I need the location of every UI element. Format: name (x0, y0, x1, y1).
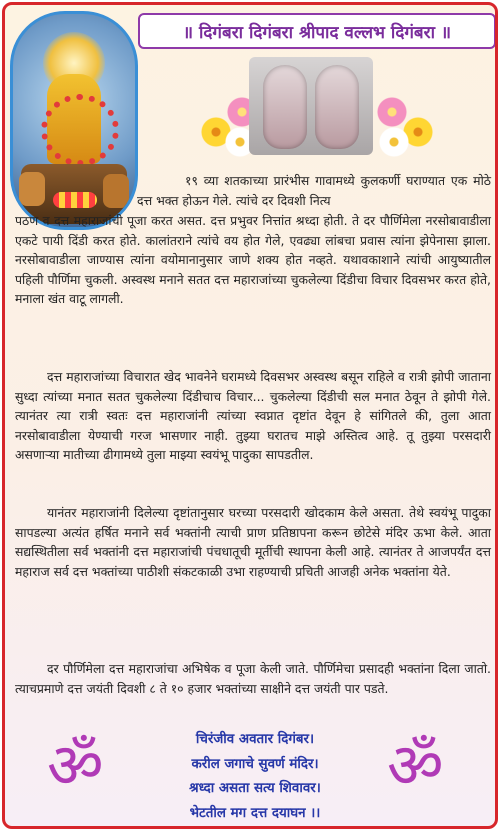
right-paduka (315, 65, 359, 149)
verse-line: श्रध्दा असता सत्य शिवावर। (189, 781, 321, 796)
verse-line: भेटतील मग दत्त दयाघन ।। (189, 805, 321, 821)
page-title: ॥ दिगंबरा दिगंबरा श्रीपाद वल्लभ दिगंबरा ॥ (138, 13, 496, 49)
om-icon: ॐ (387, 729, 444, 802)
flower-icon (379, 127, 409, 157)
verse-block (180, 728, 330, 826)
paragraph-4: दर पौर्णिमेला दत्त महाराजांचा अभिषेक व पूजा केली जाते. पौर्णिमेचा प्रसादही भक्तांना दिला जातो. त्याचप्रमाणे दत्त जयंती दिवशी ८ ते १० हजार भक्तांच्या साक्षीने दत्त जयंती पार पडते. (15, 661, 491, 696)
flower-icon (377, 97, 407, 127)
verse-line: करील जगाचे सुवर्ण मंदिर। (191, 756, 319, 772)
paragraph-2: दत्त महाराजांच्या विचारात खेद भावनेने घरामध्ये दिवसभर अस्वस्थ बसून राहिले व रात्री झोपी जाताना सुध्दा त्यांच्या मनात सतत चुकलेल्या दिंडीचाच विचार... चुकलेल्या दिंडीची सल मनात ठेवून ते झोपी गेले. त्यानंतर त्या रात्री स्वतः दत्त महाराजांनी त्यांच्या स्वप्नात दृष्टांत देवून हे सांगितले की, तुला आता नरसोबावाडीला येण्याची गरज भासणार नाही. तुझ्या घरातच माझे अस्तित्व आहे. तू तुझ्या परसदारी असणाऱ्या मातीच्या ढीगामध्ये तुला माझ्या स्वयंभू पादुका सापडतील. (15, 369, 491, 463)
paragraph-3: यानंतर महाराजांनी दिलेल्या दृष्टांतानुसार घरच्या परसदारी खोदकाम केले असता. तेथे स्वयंभू पादुका सापडल्या अत्यंत हर्षित मनाने सर्व भक्तांनी त्याची प्राण प्रतिष्ठापना करून छोटेसे मंदिर ऊभा केले. आता सद्यस्थितीला सर्व भक्तांनी दत्त महाराजांची पंचधातूची मूर्तीची स्थापना केली आहे. त्यानंतर ते आजपर्यंत दत्त महाराज सर्व दत्त भक्तांच्या पाठीशी संकटकाळी उभा राहण्याची प्रचिती आजही अनेक भक्तांना येते. (15, 505, 491, 579)
padukas-image (249, 57, 373, 155)
page-card (2, 2, 498, 829)
paragraph-1-intro: १९ व्या शतकाच्या प्रारंभीस गावामध्ये कुलकर्णी घराण्यात एक मोठे दत्त भक्त होऊन गेले. त्यांचे दर दिवशी नित्य (137, 173, 491, 208)
verse-line: चिरंजीव अवतार दिगंबर। (195, 732, 315, 747)
flower-offering (53, 192, 97, 208)
paragraph-1-body: पठण व दत्त महाराजांची पूजा करत असत. दत्त प्रभुवर नित्तांत श्रध्दा होती. ते दर पौर्णिमेला नरसोबावाडीला एकटे पायी दिंडी करत होते. कालांतराने त्यांचे वय होत गेले, एवढ्या लांबचा प्रवास त्यांना झेपेनासा झाला. नरसोबावाडीला जाण्यास त्यांना वयोमानानुसार जाणे शक्य होत नव्हते. यथावकाशाने त्यांची आयुष्यातील पहिली पौर्णिमा चुकली. अस्वस्थ मनाने सतत दत्त महाराजांच्या चुकलेल्या दिंडीचा विचार दिवसभर करत होते, मनाला खंत वाटू लागली. (15, 213, 491, 307)
idol-image (10, 11, 138, 230)
om-icon: ॐ (47, 729, 104, 802)
left-paduka (263, 65, 307, 149)
cow-figure-left (19, 172, 45, 206)
cow-figure-right (103, 174, 129, 208)
idol-garland (41, 94, 119, 166)
